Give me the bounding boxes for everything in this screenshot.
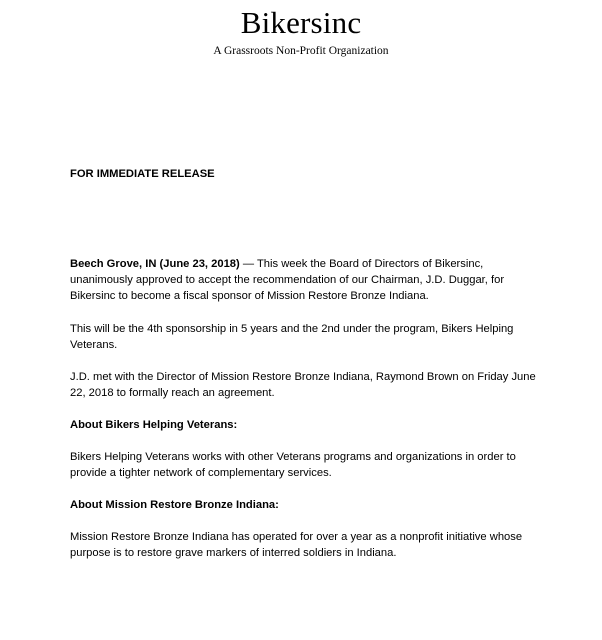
dateline: Beech Grove, IN (June 23, 2018)	[70, 258, 240, 270]
about-bhv-paragraph: Bikers Helping Veterans works with other Veterans programs and organizations in order to provide a tighter network of complementary services.	[70, 451, 516, 479]
organization-name: Bikersinc	[240, 5, 362, 40]
intro-text: — This week the Board of Directors of Bikersinc, unanimously approved to accept the recommendation of our Chairman, J.D. Duggar, for Bikersinc to become a fiscal sponsor of Mission Restore Bronze Indiana.	[70, 258, 505, 302]
intro-paragraph	[70, 256, 540, 304]
meeting-paragraph: J.D. met with the Director of Mission Restore Bronze Indiana, Raymond Brown on Friday June 22, 2018 to formally reach an agreement.	[70, 371, 536, 399]
about-mrbi-paragraph: Mission Restore Bronze Indiana has operated for over a year as a nonprofit initiative whose purpose is to restore grave markers of interred soldiers in Indiana.	[70, 531, 523, 559]
organization-tagline: A Grassroots Non-Profit Organization	[213, 45, 389, 57]
about-mrbi-heading: About Mission Restore Bronze Indiana:	[70, 499, 279, 511]
about-bhv-heading: About Bikers Helping Veterans:	[70, 419, 238, 431]
release-label: FOR IMMEDIATE RELEASE	[70, 168, 215, 180]
sponsorship-paragraph: This will be the 4th sponsorship in 5 years and the 2nd under the program, Bikers Helping Veterans.	[70, 323, 514, 351]
